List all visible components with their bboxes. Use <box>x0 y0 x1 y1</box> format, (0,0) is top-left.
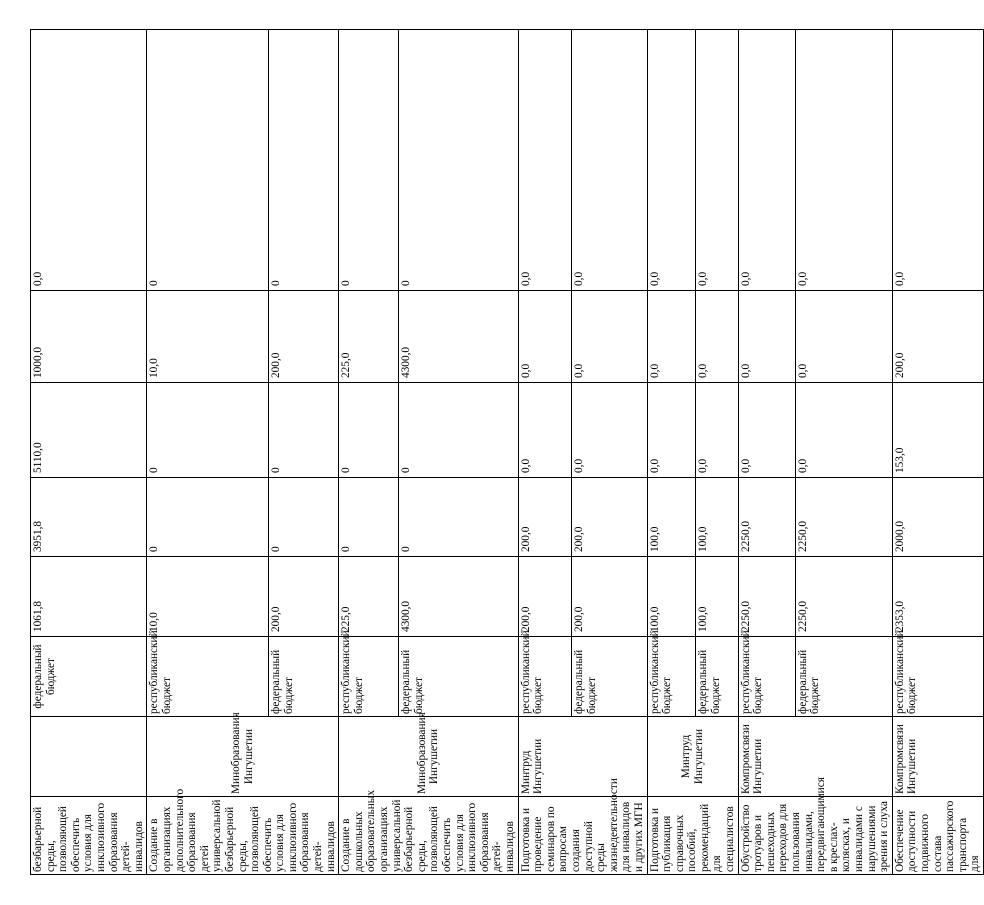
value-cell: 0 <box>269 478 339 557</box>
executor-cell: Компромсвязи Ингушетии <box>892 717 983 797</box>
name-cell: Создание в дошкольных образовательных организациях универсальной безбарьерной среды, позволяющей обеспечить условия для инклюзивного образования детей-инвалидов <box>339 797 518 875</box>
source-cell: республиканский бюджет <box>518 637 572 717</box>
table-row <box>31 30 147 875</box>
value-cell: 200,0 <box>518 557 572 637</box>
value-cell: 0 <box>399 383 519 478</box>
value-cell: 0,0 <box>572 30 647 291</box>
value-cell: 0 <box>269 30 339 291</box>
value-cell: 0,0 <box>795 383 892 478</box>
value-cell: 0 <box>399 478 519 557</box>
value-cell: 0,0 <box>647 30 695 291</box>
source-cell: республиканский бюджет <box>738 637 795 717</box>
value-cell: 200,0 <box>518 478 572 557</box>
value-cell: 200,0 <box>269 291 339 383</box>
value-cell: 225,0 <box>339 291 399 383</box>
value-cell: 2250,0 <box>738 478 795 557</box>
rotated-table-container <box>30 30 982 875</box>
value-cell: 2353,0 <box>892 557 983 637</box>
value-cell: 2000,0 <box>892 478 983 557</box>
executor-cell: Минтруд Ингушетии <box>647 717 738 797</box>
value-cell: 0 <box>339 30 399 291</box>
value-cell: 200,0 <box>572 478 647 557</box>
value-cell: 3951,8 <box>31 478 147 557</box>
value-cell: 0,0 <box>647 383 695 478</box>
value-cell: 0 <box>147 383 269 478</box>
value-cell: 4300,0 <box>399 291 519 383</box>
name-cell: Обустройство тротуаров и пешеходных переходов для пользования инвалидами, передвигающимися в креслах-колясках, и инвалидами с нарушениями зрения и слуха <box>738 797 892 875</box>
name-cell: Создание в организациях дополнительного образования детей универсальной безбарьерной среды, позволяющей обеспечить условия для инклюзивного образования детей-инвалидов <box>147 797 339 875</box>
name-cell: Подготовка и проведение семинаров по вопросам создания доступной среды жизнедеятельности для инвалидов и других МГН <box>518 797 647 875</box>
value-cell: 225,0 <box>339 557 399 637</box>
table-row <box>147 30 269 875</box>
value-cell: 10,0 <box>147 557 269 637</box>
value-cell: 0,0 <box>572 383 647 478</box>
source-cell: федеральный бюджет <box>399 637 519 717</box>
value-cell: 0,0 <box>738 30 795 291</box>
value-cell: 100,0 <box>695 557 738 637</box>
value-cell: 0 <box>339 478 399 557</box>
value-cell: 5110,0 <box>31 383 147 478</box>
value-cell: 0,0 <box>518 30 572 291</box>
source-cell: федеральный бюджет <box>572 637 647 717</box>
table-row <box>892 30 983 875</box>
value-cell: 0,0 <box>31 30 147 291</box>
value-cell: 10,0 <box>147 291 269 383</box>
value-cell: 0 <box>147 478 269 557</box>
executor-cell: Минобразования Ингушетии <box>339 717 518 797</box>
value-cell: 1000,0 <box>31 291 147 383</box>
value-cell: 0,0 <box>695 291 738 383</box>
value-cell: 0 <box>339 383 399 478</box>
value-cell: 0,0 <box>738 291 795 383</box>
name-cell: Подготовка и публикация справочных пособий, рекомендаций для специалистов <box>647 797 738 875</box>
table-row <box>738 30 795 875</box>
source-cell: федеральный бюджет <box>269 637 339 717</box>
value-cell: 0,0 <box>892 30 983 291</box>
source-cell: республиканский бюджет <box>892 637 983 717</box>
executor-cell <box>31 717 147 797</box>
table-row <box>518 30 572 875</box>
executor-cell: Минтруд Ингушетии <box>518 717 647 797</box>
value-cell: 200,0 <box>269 557 339 637</box>
value-cell: 0,0 <box>738 383 795 478</box>
executor-cell: Минобразования Ингушетии <box>147 717 339 797</box>
value-cell: 0 <box>269 383 339 478</box>
value-cell: 200,0 <box>892 291 983 383</box>
executor-cell: Компромсвязи Ингушетии <box>738 717 892 797</box>
value-cell: 0,0 <box>518 291 572 383</box>
value-cell: 0,0 <box>695 30 738 291</box>
value-cell: 0,0 <box>695 383 738 478</box>
value-cell: 0,0 <box>647 291 695 383</box>
value-cell: 4300,0 <box>399 557 519 637</box>
value-cell: 0 <box>399 30 519 291</box>
value-cell: 0,0 <box>518 383 572 478</box>
name-cell: безбарьерной среды, позволяющей обеспечить условия для инклюзивного образования детей-инвалидов <box>31 797 147 875</box>
value-cell: 1061,8 <box>31 557 147 637</box>
table-row <box>339 30 399 875</box>
source-cell: республиканский бюджет <box>339 637 399 717</box>
name-cell: Обеспечение доступности подвижного состава пассажирского транспорта для <box>892 797 983 875</box>
value-cell: 0,0 <box>795 291 892 383</box>
source-cell: республиканский бюджет <box>647 637 695 717</box>
budget-table <box>30 29 984 875</box>
source-cell: федеральный бюджет <box>31 637 147 717</box>
value-cell: 200,0 <box>572 557 647 637</box>
value-cell: 100,0 <box>695 478 738 557</box>
value-cell: 2250,0 <box>795 478 892 557</box>
table-row <box>647 30 695 875</box>
value-cell: 0 <box>147 30 269 291</box>
value-cell: 2250,0 <box>795 557 892 637</box>
value-cell: 100,0 <box>647 557 695 637</box>
source-cell: республиканский бюджет <box>147 637 269 717</box>
value-cell: 0,0 <box>795 30 892 291</box>
source-cell: федеральный бюджет <box>695 637 738 717</box>
value-cell: 100,0 <box>647 478 695 557</box>
value-cell: 2250,0 <box>738 557 795 637</box>
value-cell: 0,0 <box>572 291 647 383</box>
source-cell: федеральный бюджет <box>795 637 892 717</box>
value-cell: 153,0 <box>892 383 983 478</box>
